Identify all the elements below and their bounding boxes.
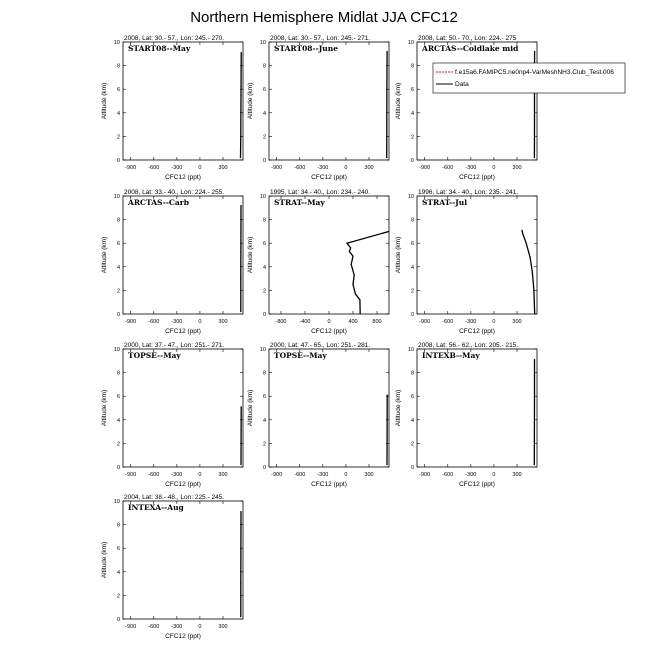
panel-header: 2008, Lat: 56.- 62., Lon: 205.- 215.: [418, 342, 519, 349]
data-point: [534, 51, 535, 52]
data-point: [386, 157, 387, 158]
y-tick-label: 0: [262, 158, 266, 164]
x-tick-label: 300: [218, 319, 228, 325]
y-tick-label: 8: [410, 217, 414, 224]
x-tick-label: 300: [512, 319, 522, 325]
y-tick-label: 10: [113, 194, 120, 200]
y-tick-label: 10: [259, 40, 266, 46]
data-point: [526, 243, 527, 244]
data-point: [534, 396, 535, 397]
data-point: [240, 511, 241, 512]
x-tick-label: 0: [198, 165, 202, 171]
panel-header: 2008, Lat: 33.- 40., Lon: 224.- 255.: [124, 189, 225, 196]
y-axis-label: Altitude (km): [395, 82, 402, 120]
x-axis-label: CFC12 (ppt): [459, 481, 495, 488]
x-tick-label: 300: [218, 472, 228, 478]
x-tick-label: 0: [344, 165, 348, 171]
y-tick-label: 0: [116, 465, 120, 471]
data-point: [386, 464, 387, 465]
data-point: [240, 77, 241, 78]
data-point: [240, 311, 241, 312]
x-tick-label: -900: [419, 165, 431, 171]
data-point: [240, 583, 241, 584]
panel-2: [247, 35, 389, 181]
x-tick-label: -900: [419, 472, 431, 478]
data-point: [532, 272, 533, 273]
y-tick-label: 4: [410, 110, 414, 117]
plot-frame: [123, 42, 243, 160]
x-tick-label: -900: [125, 165, 137, 171]
data-point: [386, 89, 387, 90]
campaign-label: INTEXA--Aug: [128, 503, 184, 512]
x-axis-label: CFC12 (ppt): [459, 174, 495, 181]
x-tick-label: 800: [372, 319, 382, 325]
panel-8: [247, 342, 389, 488]
data-point: [386, 136, 387, 137]
y-axis-label: Altitude (km): [247, 389, 254, 427]
campaign-label: TOPSE--May: [128, 351, 181, 360]
x-tick-label: -300: [171, 319, 183, 325]
data-point: [349, 251, 350, 252]
data-point: [351, 264, 352, 265]
x-tick-label: -600: [148, 624, 160, 630]
data-line: [522, 230, 535, 314]
y-tick-label: 6: [262, 87, 266, 94]
x-tick-label: 0: [198, 624, 202, 630]
x-tick-label: -900: [125, 319, 137, 325]
y-tick-label: 2: [410, 441, 414, 448]
data-point: [240, 136, 241, 137]
x-tick-label: -600: [442, 319, 454, 325]
x-axis-label: CFC12 (ppt): [165, 633, 201, 640]
data-point: [346, 243, 347, 244]
y-tick-label: 8: [410, 63, 414, 70]
y-tick-label: 2: [116, 441, 120, 448]
y-tick-label: 6: [116, 87, 120, 94]
data-point: [534, 359, 535, 360]
y-tick-label: 10: [113, 347, 120, 353]
panel-header: 2000, Lat: 47.- 65., Lon: 251.- 281.: [270, 342, 371, 349]
plot-frame: [269, 196, 389, 314]
y-tick-label: 8: [410, 370, 414, 377]
campaign-label: ARCTAS--Coldlake mid: [422, 44, 519, 53]
x-tick-label: -900: [419, 319, 431, 325]
x-tick-label: -400: [299, 319, 311, 325]
y-tick-label: 0: [410, 312, 414, 318]
y-tick-label: 8: [116, 370, 120, 377]
plot-frame: [417, 349, 537, 467]
data-point: [241, 61, 242, 62]
y-tick-label: 6: [410, 394, 414, 401]
data-point: [529, 257, 530, 258]
data-line: [347, 231, 389, 314]
panel-header: 2008, Lat: 30.- 57., Lon: 245.- 271.: [270, 35, 371, 42]
x-tick-label: -600: [148, 319, 160, 325]
plot-frame: [123, 349, 243, 467]
data-point: [355, 293, 356, 294]
y-tick-label: 6: [116, 394, 120, 401]
plot-frame: [123, 196, 243, 314]
x-axis-label: CFC12 (ppt): [311, 328, 347, 335]
y-tick-label: 8: [262, 63, 266, 70]
x-tick-label: -900: [271, 472, 283, 478]
y-tick-label: 6: [410, 87, 414, 94]
figure-title: Northern Hemisphere Midlat JJA CFC12: [190, 9, 458, 26]
y-tick-label: 4: [116, 417, 120, 424]
x-tick-label: 300: [364, 472, 374, 478]
y-axis-label: Altitude (km): [101, 82, 108, 120]
data-line: [241, 53, 242, 158]
campaign-label: START08--May: [128, 44, 191, 53]
x-axis-label: CFC12 (ppt): [165, 328, 201, 335]
campaign-label: START08--June: [274, 44, 338, 53]
y-tick-label: 2: [410, 288, 414, 295]
y-axis-label: Altitude (km): [395, 389, 402, 427]
y-tick-label: 0: [116, 312, 120, 318]
x-axis-label: CFC12 (ppt): [459, 328, 495, 335]
y-tick-label: 4: [116, 110, 120, 117]
data-point: [359, 299, 360, 300]
plot-frame: [269, 42, 389, 160]
y-tick-label: 10: [113, 499, 120, 505]
data-point: [386, 65, 387, 66]
x-tick-label: 0: [492, 319, 496, 325]
panel-3: [395, 35, 537, 181]
y-tick-label: 4: [410, 417, 414, 424]
x-tick-label: -600: [442, 472, 454, 478]
data-point: [240, 464, 241, 465]
campaign-label: STRAT--Jul: [422, 198, 468, 207]
y-tick-label: 2: [262, 441, 266, 448]
y-axis-label: Altitude (km): [101, 541, 108, 579]
data-point: [240, 95, 241, 96]
data-point: [350, 247, 351, 248]
y-tick-label: 10: [407, 194, 414, 200]
y-tick-label: 4: [262, 417, 266, 424]
x-tick-label: -900: [271, 165, 283, 171]
data-point: [352, 284, 353, 285]
x-tick-label: -300: [171, 472, 183, 478]
plot-frame: [417, 42, 537, 160]
data-point: [534, 157, 535, 158]
data-point: [352, 256, 353, 257]
y-tick-label: 8: [116, 522, 120, 529]
campaign-label: ARCTAS--Carb: [128, 198, 189, 207]
y-axis-label: Altitude (km): [101, 389, 108, 427]
x-tick-label: 300: [218, 165, 228, 171]
x-tick-label: -900: [125, 472, 137, 478]
plot-frame: [123, 501, 243, 619]
data-point: [240, 278, 241, 279]
data-point: [240, 112, 241, 113]
x-tick-label: -600: [442, 165, 454, 171]
x-tick-label: 300: [512, 472, 522, 478]
y-tick-label: 0: [262, 465, 266, 471]
x-tick-label: -800: [275, 319, 287, 325]
y-tick-label: 0: [410, 465, 414, 471]
y-tick-label: 0: [410, 158, 414, 164]
x-tick-label: 300: [512, 165, 522, 171]
y-tick-label: 10: [407, 347, 414, 353]
x-axis-label: CFC12 (ppt): [165, 174, 201, 181]
y-tick-label: 2: [116, 593, 120, 600]
x-tick-label: -300: [171, 165, 183, 171]
x-tick-label: 0: [198, 319, 202, 325]
data-point: [240, 616, 241, 617]
data-point: [534, 313, 535, 314]
panel-header: 2008, Lat: 50.- 70., Lon: 224.- 275: [418, 35, 517, 42]
y-axis-label: Altitude (km): [101, 236, 108, 274]
y-tick-label: 8: [262, 217, 266, 224]
legend-box: [433, 63, 625, 93]
x-axis-label: CFC12 (ppt): [165, 481, 201, 488]
data-point: [240, 157, 241, 158]
y-tick-label: 10: [259, 347, 266, 353]
data-point: [534, 124, 535, 125]
x-tick-label: -300: [465, 165, 477, 171]
x-tick-label: 300: [218, 624, 228, 630]
y-tick-label: 2: [116, 134, 120, 141]
data-point: [354, 274, 355, 275]
panel-header: 2008, Lat: 30.- 57., Lon: 245.- 270.: [124, 35, 225, 42]
y-tick-label: 2: [262, 288, 266, 295]
y-tick-label: 4: [410, 264, 414, 271]
panel-header: 2004, Lat: 38.- 48., Lon: 225.- 245.: [124, 494, 225, 501]
y-tick-label: 10: [113, 40, 120, 46]
panel-1: [101, 35, 243, 181]
x-tick-label: 0: [344, 472, 348, 478]
panel-7: [101, 342, 243, 488]
plot-frame: [269, 349, 389, 467]
data-point: [240, 437, 241, 438]
y-tick-label: 6: [262, 394, 266, 401]
y-tick-label: 0: [116, 158, 120, 164]
x-tick-label: -300: [465, 319, 477, 325]
y-tick-label: 8: [262, 370, 266, 377]
y-tick-label: 2: [410, 134, 414, 141]
x-tick-label: 0: [492, 165, 496, 171]
plot-frame: [417, 196, 537, 314]
data-point: [240, 243, 241, 244]
data-point: [241, 406, 242, 407]
data-point: [241, 52, 242, 53]
y-tick-label: 4: [116, 569, 120, 576]
x-axis-label: CFC12 (ppt): [311, 481, 347, 488]
panel-10: [101, 494, 243, 640]
data-point: [387, 394, 388, 395]
x-tick-label: -300: [317, 165, 329, 171]
y-tick-label: 6: [262, 241, 266, 248]
y-axis-label: Altitude (km): [395, 236, 402, 274]
x-tick-label: 0: [327, 319, 331, 325]
data-point: [388, 231, 389, 232]
campaign-label: INTEXB--May: [422, 351, 480, 360]
campaign-label: TOPSE--May: [274, 351, 327, 360]
x-tick-label: -600: [148, 472, 160, 478]
panel-5: [247, 189, 390, 335]
y-axis-label: Altitude (km): [247, 236, 254, 274]
y-tick-label: 6: [410, 241, 414, 248]
y-tick-label: 4: [116, 264, 120, 271]
y-tick-label: 6: [116, 546, 120, 553]
panel-6: [395, 189, 537, 335]
legend: [433, 63, 625, 93]
x-tick-label: -300: [171, 624, 183, 630]
y-tick-label: 10: [407, 40, 414, 46]
y-tick-label: 2: [116, 288, 120, 295]
panel-4: [101, 189, 243, 335]
campaign-label: STRAT--May: [274, 198, 325, 207]
y-tick-label: 4: [262, 110, 266, 117]
data-point: [533, 290, 534, 291]
y-tick-label: 0: [262, 312, 266, 318]
y-tick-label: 2: [262, 134, 266, 141]
data-point: [522, 233, 523, 234]
y-tick-label: 8: [116, 217, 120, 224]
data-point: [386, 431, 387, 432]
legend-model-label: f.e15a6.FAMIPC5.ne0np4-VarMeshNH3.Club_Test.006: [455, 69, 614, 76]
data-point: [534, 431, 535, 432]
x-tick-label: -600: [294, 165, 306, 171]
data-point: [521, 230, 522, 231]
x-tick-label: -900: [125, 624, 137, 630]
y-tick-label: 10: [259, 194, 266, 200]
data-point: [240, 205, 241, 206]
x-tick-label: -600: [148, 165, 160, 171]
x-axis-label: CFC12 (ppt): [311, 174, 347, 181]
y-axis-label: Altitude (km): [247, 82, 254, 120]
y-tick-label: 8: [116, 63, 120, 70]
panel-9: [395, 342, 537, 488]
x-tick-label: 0: [492, 472, 496, 478]
y-tick-label: 0: [116, 617, 120, 623]
x-tick-label: 400: [348, 319, 358, 325]
data-point: [360, 313, 361, 314]
x-tick-label: -300: [317, 472, 329, 478]
legend-data-label: Data: [455, 81, 469, 88]
x-tick-label: -600: [294, 472, 306, 478]
data-point: [386, 112, 387, 113]
x-tick-label: 300: [364, 165, 374, 171]
data-point: [240, 548, 241, 549]
panel-header: 2000, Lat: 37.- 47., Lon: 251.- 271.: [124, 342, 225, 349]
panel-header: 1995, Lat: 34.- 40., Lon: 234.- 240.: [270, 189, 371, 196]
y-tick-label: 6: [116, 241, 120, 248]
data-point: [534, 464, 535, 465]
data-point: [386, 51, 387, 52]
panel-header: 1996, Lat: 34.- 40., Lon: 235.- 241.: [418, 189, 519, 196]
x-tick-label: -300: [465, 472, 477, 478]
x-tick-label: 0: [198, 472, 202, 478]
y-tick-label: 4: [262, 264, 266, 271]
